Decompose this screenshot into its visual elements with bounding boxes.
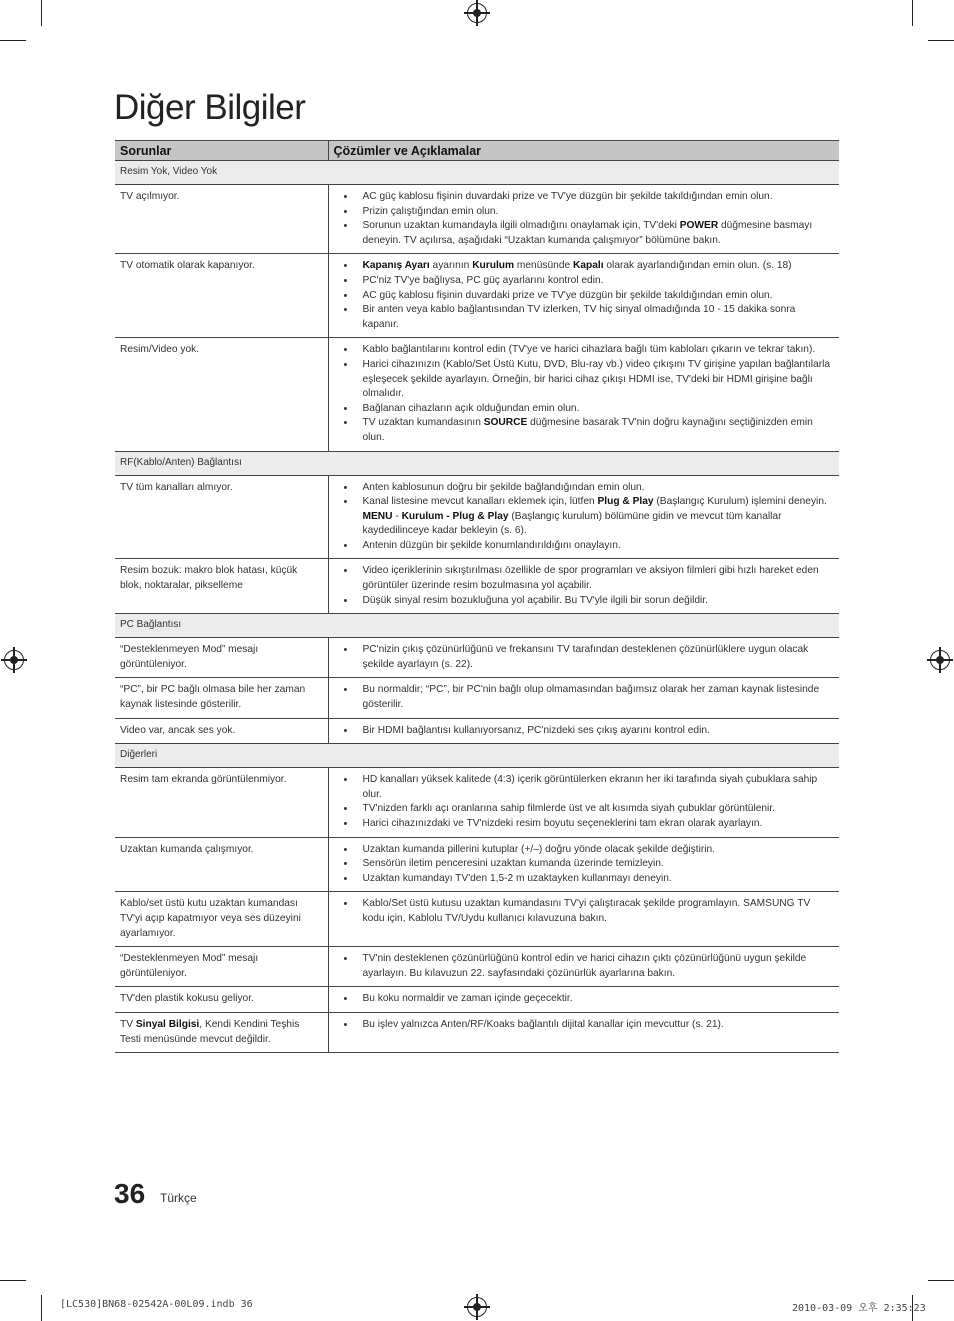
page-title: Diğer Bilgiler	[114, 88, 306, 127]
solution-item	[344, 402, 835, 417]
table-row	[115, 338, 839, 451]
solution-list	[344, 643, 835, 672]
solution-item	[344, 872, 835, 887]
solution-cell	[328, 718, 839, 744]
solution-item	[344, 843, 835, 858]
table-row	[115, 638, 839, 678]
text-run: PC'nizin çıkış çözünürlüğünü ve frekansını TV tarafından desteklenen çözünürlüklere uygun olacak şekilde ayarlayın (s. 22).	[362, 644, 809, 670]
page-number: 36	[114, 1178, 146, 1209]
table-row	[115, 1012, 839, 1052]
bold-term: Plug & Play	[597, 496, 654, 508]
solution-list	[344, 992, 835, 1007]
solution-cell	[328, 768, 839, 837]
solution-item	[344, 481, 835, 496]
solution-item	[344, 539, 835, 554]
solution-item	[344, 303, 835, 332]
solution-item	[344, 643, 835, 672]
solution-item	[344, 274, 835, 289]
problem-cell	[115, 947, 328, 987]
problem-cell	[115, 718, 328, 744]
crop-mark	[41, 0, 42, 26]
text-run: TV otomatik olarak kapanıyor.	[120, 260, 255, 272]
section-header-row	[115, 744, 839, 768]
problem-cell	[115, 837, 328, 892]
crop-mark	[0, 1280, 26, 1281]
text-run: “Desteklenmeyen Mod” mesajı görüntüleniyor.	[120, 644, 259, 670]
solution-list	[344, 683, 835, 712]
text-run: Kablo bağlantılarını kontrol edin (TV'ye ve harici cihazlara bağlı tüm kabloları çıkarın ve tekrar takın).	[362, 344, 816, 356]
bold-term: SOURCE	[483, 417, 528, 429]
text-run: düğmesine basarak TV'nin doğru kaynağını seçtiğinizden emin olun.	[362, 417, 813, 443]
text-run: Resim bozuk: makro blok hatası, küçük blok, noktaralar, pikselleme	[120, 565, 298, 592]
bold-term: Kapanış Ayarı	[362, 260, 430, 272]
table-row	[115, 768, 839, 837]
solution-list	[344, 481, 835, 554]
text-run: Uzaktan kumandayı TV'den 1,5-2 m uzaktayken kullanmayı deneyin.	[362, 872, 672, 884]
solution-item	[344, 564, 835, 593]
solution-cell	[328, 837, 839, 892]
solution-item	[344, 724, 835, 739]
solution-item	[344, 219, 835, 248]
solution-list	[344, 724, 835, 739]
text-run: Kanal listesine mevcut kanalları eklemek için, lütfen	[362, 496, 598, 508]
solution-item	[344, 773, 835, 802]
solution-item	[344, 259, 835, 274]
text-run: olarak ayarlandığından emin olun. (s. 18)	[603, 260, 792, 272]
troubleshooting-table	[115, 140, 839, 1053]
table-row	[115, 678, 839, 718]
text-run: Resim tam ekranda görüntülenmiyor.	[120, 774, 287, 786]
text-run: TV	[120, 1018, 136, 1030]
solution-list	[344, 773, 835, 831]
problem-cell	[115, 254, 328, 338]
text-run: Anten kablosunun doğru bir şekilde bağlandığından emin olun.	[362, 481, 645, 493]
text-run: -	[392, 510, 402, 522]
problem-cell	[115, 678, 328, 718]
text-run: Bir HDMI bağlantısı kullanıyorsanız, PC'nizdeki ses çıkış ayarını kontrol edin.	[362, 724, 710, 736]
table-row	[115, 718, 839, 744]
text-run: AC güç kablosu fişinin duvardaki prize ve TV'ye düzgün bir şekilde takıldığından emin olun.	[362, 191, 773, 202]
solution-item	[344, 683, 835, 712]
solution-item	[344, 594, 835, 609]
solution-cell	[328, 254, 839, 338]
section-header-row	[115, 451, 839, 475]
solution-cell	[328, 338, 839, 451]
section-title: PC Bağlantısı	[115, 614, 839, 638]
problem-cell	[115, 338, 328, 451]
text-run: TV uzaktan kumandasının	[362, 417, 484, 429]
text-run: Harici cihazınızdaki ve TV'nizdeki resim boyutu seçeneklerini tam ekran olarak ayarlayın.	[362, 818, 763, 829]
bold-term: MENU	[362, 510, 393, 522]
text-run: Prizin çalıştığından emin olun.	[362, 205, 499, 217]
section-header-row	[115, 614, 839, 638]
problem-cell	[115, 638, 328, 678]
solution-cell	[328, 892, 839, 947]
bold-term: Kapalı	[572, 260, 604, 272]
solution-list	[344, 843, 835, 887]
solution-item	[344, 205, 835, 220]
crop-mark	[0, 40, 26, 41]
solution-list	[344, 343, 835, 445]
text-run: TV'den plastik kokusu geliyor.	[120, 993, 254, 1005]
problem-cell	[115, 1012, 328, 1052]
table-body	[115, 161, 839, 1053]
text-run: ayarının	[429, 260, 473, 272]
text-run: “Desteklenmeyen Mod” mesajı görüntüleniyor.	[120, 953, 259, 979]
solution-item	[344, 416, 835, 445]
solution-item	[344, 495, 835, 539]
text-run: TV'nizden farklı açı oranlarına sahip filmlerde üst ve alt kısımda siyah çubuklar görüntülenir.	[362, 803, 775, 815]
text-run: Bir anten veya kablo bağlantısından TV izlerken, TV hiç sinyal olmadığında 10 - 15 dakika sonra kapanır.	[362, 304, 796, 330]
table-row	[115, 254, 839, 338]
text-run: Bu normaldir; “PC”, bir PC'nin bağlı olup olmamasından bağımsız olarak her zaman kaynak listesinde gösterilir.	[362, 684, 820, 711]
section-header-row	[115, 161, 839, 185]
table-row	[115, 559, 839, 614]
column-header-problems: Sorunlar	[115, 141, 328, 161]
text-run: Kablo/Set üstü kutusu uzaktan kumandasını TV'yi çalıştıracak şekilde programlayın. SAMSUNG TV kodu için, Kablolu TV/Uydu kullanıcı kılavuzuna bakın.	[362, 898, 811, 924]
solution-item	[344, 952, 835, 981]
solution-item	[344, 1018, 835, 1033]
registration-mark-icon	[4, 650, 24, 670]
section-title: RF(Kablo/Anten) Bağlantısı	[115, 451, 839, 475]
solution-item	[344, 343, 835, 358]
section-title: Resim Yok, Video Yok	[115, 161, 839, 185]
solution-list	[344, 1018, 835, 1033]
crop-mark	[912, 0, 913, 26]
solution-item	[344, 358, 835, 402]
solution-cell	[328, 1012, 839, 1052]
table-row	[115, 892, 839, 947]
table-row	[115, 947, 839, 987]
solution-cell	[328, 987, 839, 1013]
solution-list	[344, 259, 835, 332]
solution-list	[344, 952, 835, 981]
bold-term: Kurulum - Plug & Play	[401, 510, 509, 522]
text-run: AC güç kablosu fişinin duvardaki prize ve TV'ye düzgün bir şekilde takıldığından emin olun.	[362, 289, 773, 301]
solution-cell	[328, 475, 839, 559]
crop-mark	[41, 1295, 42, 1321]
registration-mark-icon	[930, 650, 950, 670]
table-row	[115, 185, 839, 254]
text-run: , Kendi Kendini Teşhis Testi menüsünde mevcut değildir.	[120, 1018, 300, 1045]
solution-cell	[328, 559, 839, 614]
text-run: Uzaktan kumanda çalışmıyor.	[120, 843, 254, 855]
table-row	[115, 987, 839, 1013]
solution-list	[344, 564, 835, 608]
table-row	[115, 475, 839, 559]
text-run: (Başlangıç Kurulum) işlemini deneyin.	[653, 496, 827, 508]
text-run: TV'nin desteklenen çözünürlüğünü kontrol edin ve harici cihazın çıktı çözünürlüğünü uygun şekilde ayarlayın. Bu kılavuzun 22. sayfasındaki çözünürlük ayarlarına bakın.	[362, 953, 807, 979]
problem-cell	[115, 768, 328, 837]
text-run: HD kanalları yüksek kalitede (4:3) içerik görüntülerken ekranın her iki tarafında siyah çubuklara sahip olur.	[362, 774, 818, 800]
problem-cell	[115, 559, 328, 614]
table-header-row	[115, 141, 839, 161]
footer-timestamp: 2010-03-09 오후 2:35:23	[792, 1303, 926, 1314]
solution-list	[344, 190, 835, 248]
text-run: (Başlangıç kurulum) bölümüne gidin ve mevcut tüm kanallar kaydedilinceye kadar bekleyin (s. 6).	[362, 510, 782, 537]
problem-cell	[115, 475, 328, 559]
problem-cell	[115, 185, 328, 254]
text-run: Bağlanan cihazların açık olduğundan emin olun.	[362, 402, 580, 414]
crop-mark	[928, 1280, 954, 1281]
registration-mark-icon	[467, 1297, 487, 1317]
column-header-solutions: Çözümler ve Açıklamalar	[328, 141, 839, 161]
solution-item	[344, 817, 835, 832]
crop-mark	[928, 40, 954, 41]
solution-item	[344, 802, 835, 817]
bold-term: Kurulum	[472, 260, 515, 272]
page-language: Türkçe	[160, 1191, 197, 1205]
table-row	[115, 837, 839, 892]
solution-item	[344, 897, 835, 926]
solution-item	[344, 190, 835, 205]
text-run: Sensörün iletim penceresini uzaktan kumanda üzerinde temizleyin.	[362, 858, 664, 870]
text-run: TV açılmıyor.	[120, 191, 180, 202]
solution-item	[344, 857, 835, 872]
solution-item	[344, 289, 835, 304]
solution-list	[344, 897, 835, 926]
text-run: Harici cihazınızın (Kablo/Set Üstü Kutu, DVD, Blu-ray vb.) video çıkışını TV girişine yapılan bağlantılarla eşleşecek şekilde ayarlayın. Örneğin, bir harici cihaz çıkışı HDMI ise, TV'deki bir HDMI girişine bağlı olmalıdır.	[362, 358, 831, 400]
bold-term: POWER	[679, 220, 719, 232]
solution-cell	[328, 638, 839, 678]
text-run: Uzaktan kumanda pillerini kutuplar (+/–) doğru yönde olacak şekilde değiştirin.	[362, 843, 716, 855]
solution-cell	[328, 947, 839, 987]
solution-item	[344, 992, 835, 1007]
footer-file-name: [LC530]BN68-02542A-00L09.indb 36	[60, 1299, 253, 1310]
text-run: Video var, ancak ses yok.	[120, 724, 236, 736]
problem-cell	[115, 987, 328, 1013]
registration-mark-icon	[467, 3, 487, 23]
bold-term: Sinyal Bilgisi	[135, 1018, 200, 1030]
text-run: Sorunun uzaktan kumandayla ilgili olmadığını onaylamak için, TV'deki	[362, 220, 680, 232]
text-run: düğmesine basmayı deneyin. TV açılırsa, aşağıdaki “Uzaktan kumanda çalışmıyor” bölümüne bakın.	[362, 220, 813, 246]
text-run: Video içeriklerinin sıkıştırılması özellikle de spor programları ve aksiyon filmleri gibi hızlı hareket eden görüntüler üzerinde resim bozulmasına yol açabilir.	[362, 565, 819, 592]
text-run: TV tüm kanalları almıyor.	[120, 481, 233, 493]
problem-cell	[115, 892, 328, 947]
text-run: menüsünde	[514, 260, 573, 272]
text-run: Resim/Video yok.	[120, 344, 200, 356]
text-run: Bu işlev yalnızca Anten/RF/Koaks bağlantılı dijital kanallar için mevcuttur (s. 21).	[362, 1018, 724, 1030]
text-run: PC'niz TV'ye bağlıysa, PC güç ayarlarını kontrol edin.	[362, 274, 604, 286]
text-run: Kablo/set üstü kutu uzaktan kumandası TV'yi açıp kapatmıyor veya ses düzeyini ayarlamıyor.	[120, 898, 301, 939]
text-run: Bu koku normaldir ve zaman içinde geçecektir.	[362, 993, 573, 1005]
section-title: Diğerleri	[115, 744, 839, 768]
text-run: Antenin düzgün bir şekilde konumlandırıldığını onaylayın.	[362, 539, 621, 551]
solution-cell	[328, 185, 839, 254]
text-run: Düşük sinyal resim bozukluğuna yol açabilir. Bu TV'yle ilgili bir sorun değildir.	[362, 594, 708, 606]
solution-cell	[328, 678, 839, 718]
text-run: “PC”, bir PC bağlı olmasa bile her zaman kaynak listesinde gösterilir.	[120, 684, 306, 711]
